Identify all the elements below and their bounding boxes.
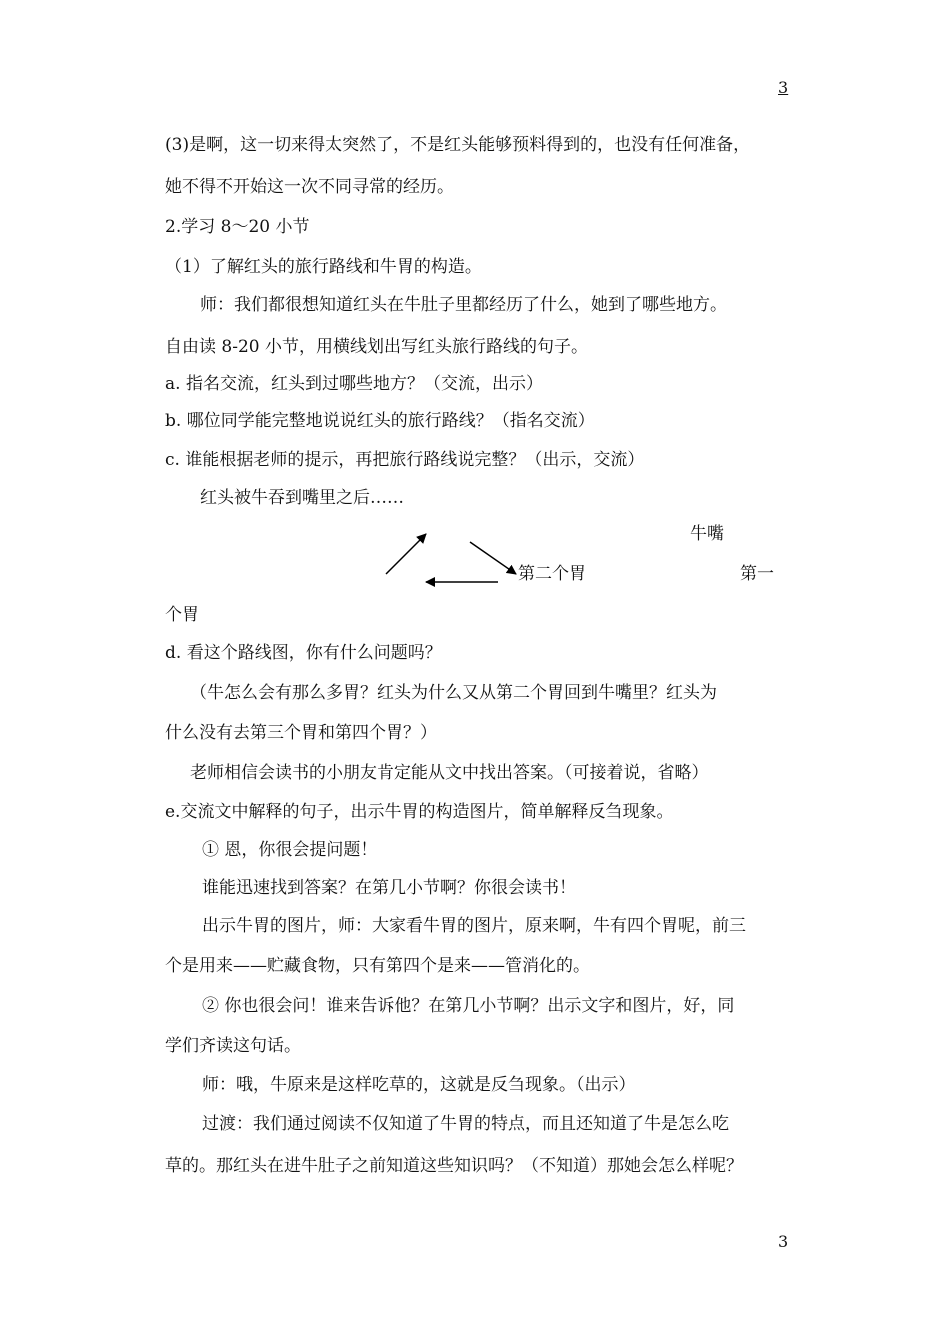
header-page-number: 3 [778,78,789,97]
text-line: 她不得不开始这一次不同寻常的经历。 [165,177,454,197]
text-line: 出示牛胃的图片，师：大家看牛胃的图片，原来啊，牛有四个胃呢，前三 [202,916,746,936]
text-line: 什么没有去第三个胃和第四个胃？） [165,723,437,743]
text-line: ② 你也很会问！谁来告诉他？在第几小节啊？出示文字和图片，好，同 [202,996,735,1016]
text-line: 老师相信会读书的小朋友肯定能从文中找出答案。（可接着说，省略） [190,763,709,783]
diagram-label-first-stomach-cont: 个胃 [165,605,199,625]
text-line: （牛怎么会有那么多胃？红头为什么又从第二个胃回到牛嘴里？红头为 [190,683,717,703]
diagram-label-second-stomach: 第二个胃 [518,564,586,584]
text-line: 师：我们都很想知道红头在牛肚子里都经历了什么，她到了哪些地方。 [200,295,727,315]
arrow-down-right [470,542,516,574]
text-line: 自由读 8-20 小节，用横线划出写红头旅行路线的句子。 [165,337,588,357]
list-item: e.交流文中解释的句子，出示牛胃的构造图片，简单解释反刍现象。 [165,802,674,822]
footer-page-number: 3 [778,1232,789,1251]
text-line: 过渡：我们通过阅读不仅知道了牛胃的特点，而且还知道了牛是怎么吃 [202,1114,729,1134]
text-line: 谁能迅速找到答案？在第几小节啊？你很会读书！ [202,878,576,898]
text-line: (3)是啊，这一切来得太突然了，不是红头能够预料得到的，也没有任何准备， [165,135,751,155]
text-line: 草的。那红头在进牛肚子之前知道这些知识吗？（不知道）那她会怎么样呢？ [165,1156,743,1176]
text-line: 红头被牛吞到嘴里之后…… [200,488,404,508]
list-item: d. 看这个路线图，你有什么问题吗？ [165,643,442,663]
section-heading: 2.学习 8～20 小节 [165,217,310,237]
text-line: ① 恩，你很会提问题！ [202,840,378,860]
list-item: a. 指名交流，红头到过哪些地方？（交流，出示） [165,374,543,394]
list-item: c. 谁能根据老师的提示，再把旅行路线说完整？（出示，交流） [165,450,645,470]
text-line: 学们齐读这句话。 [165,1036,301,1056]
diagram-label-first-stomach: 第一 [740,564,774,584]
diagram-label-niuzui: 牛嘴 [690,524,724,544]
text-line: 师：哦，牛原来是这样吃草的，这就是反刍现象。（出示） [202,1075,636,1095]
text-line: 个是用来——贮藏食物，只有第四个是来——管消化的。 [165,956,590,976]
list-item: b. 哪位同学能完整地说说红头的旅行路线？（指名交流） [165,411,595,431]
route-arrows [370,530,530,590]
sub-heading: （1）了解红头的旅行路线和牛胃的构造。 [165,257,482,277]
arrow-up-right [386,534,426,574]
